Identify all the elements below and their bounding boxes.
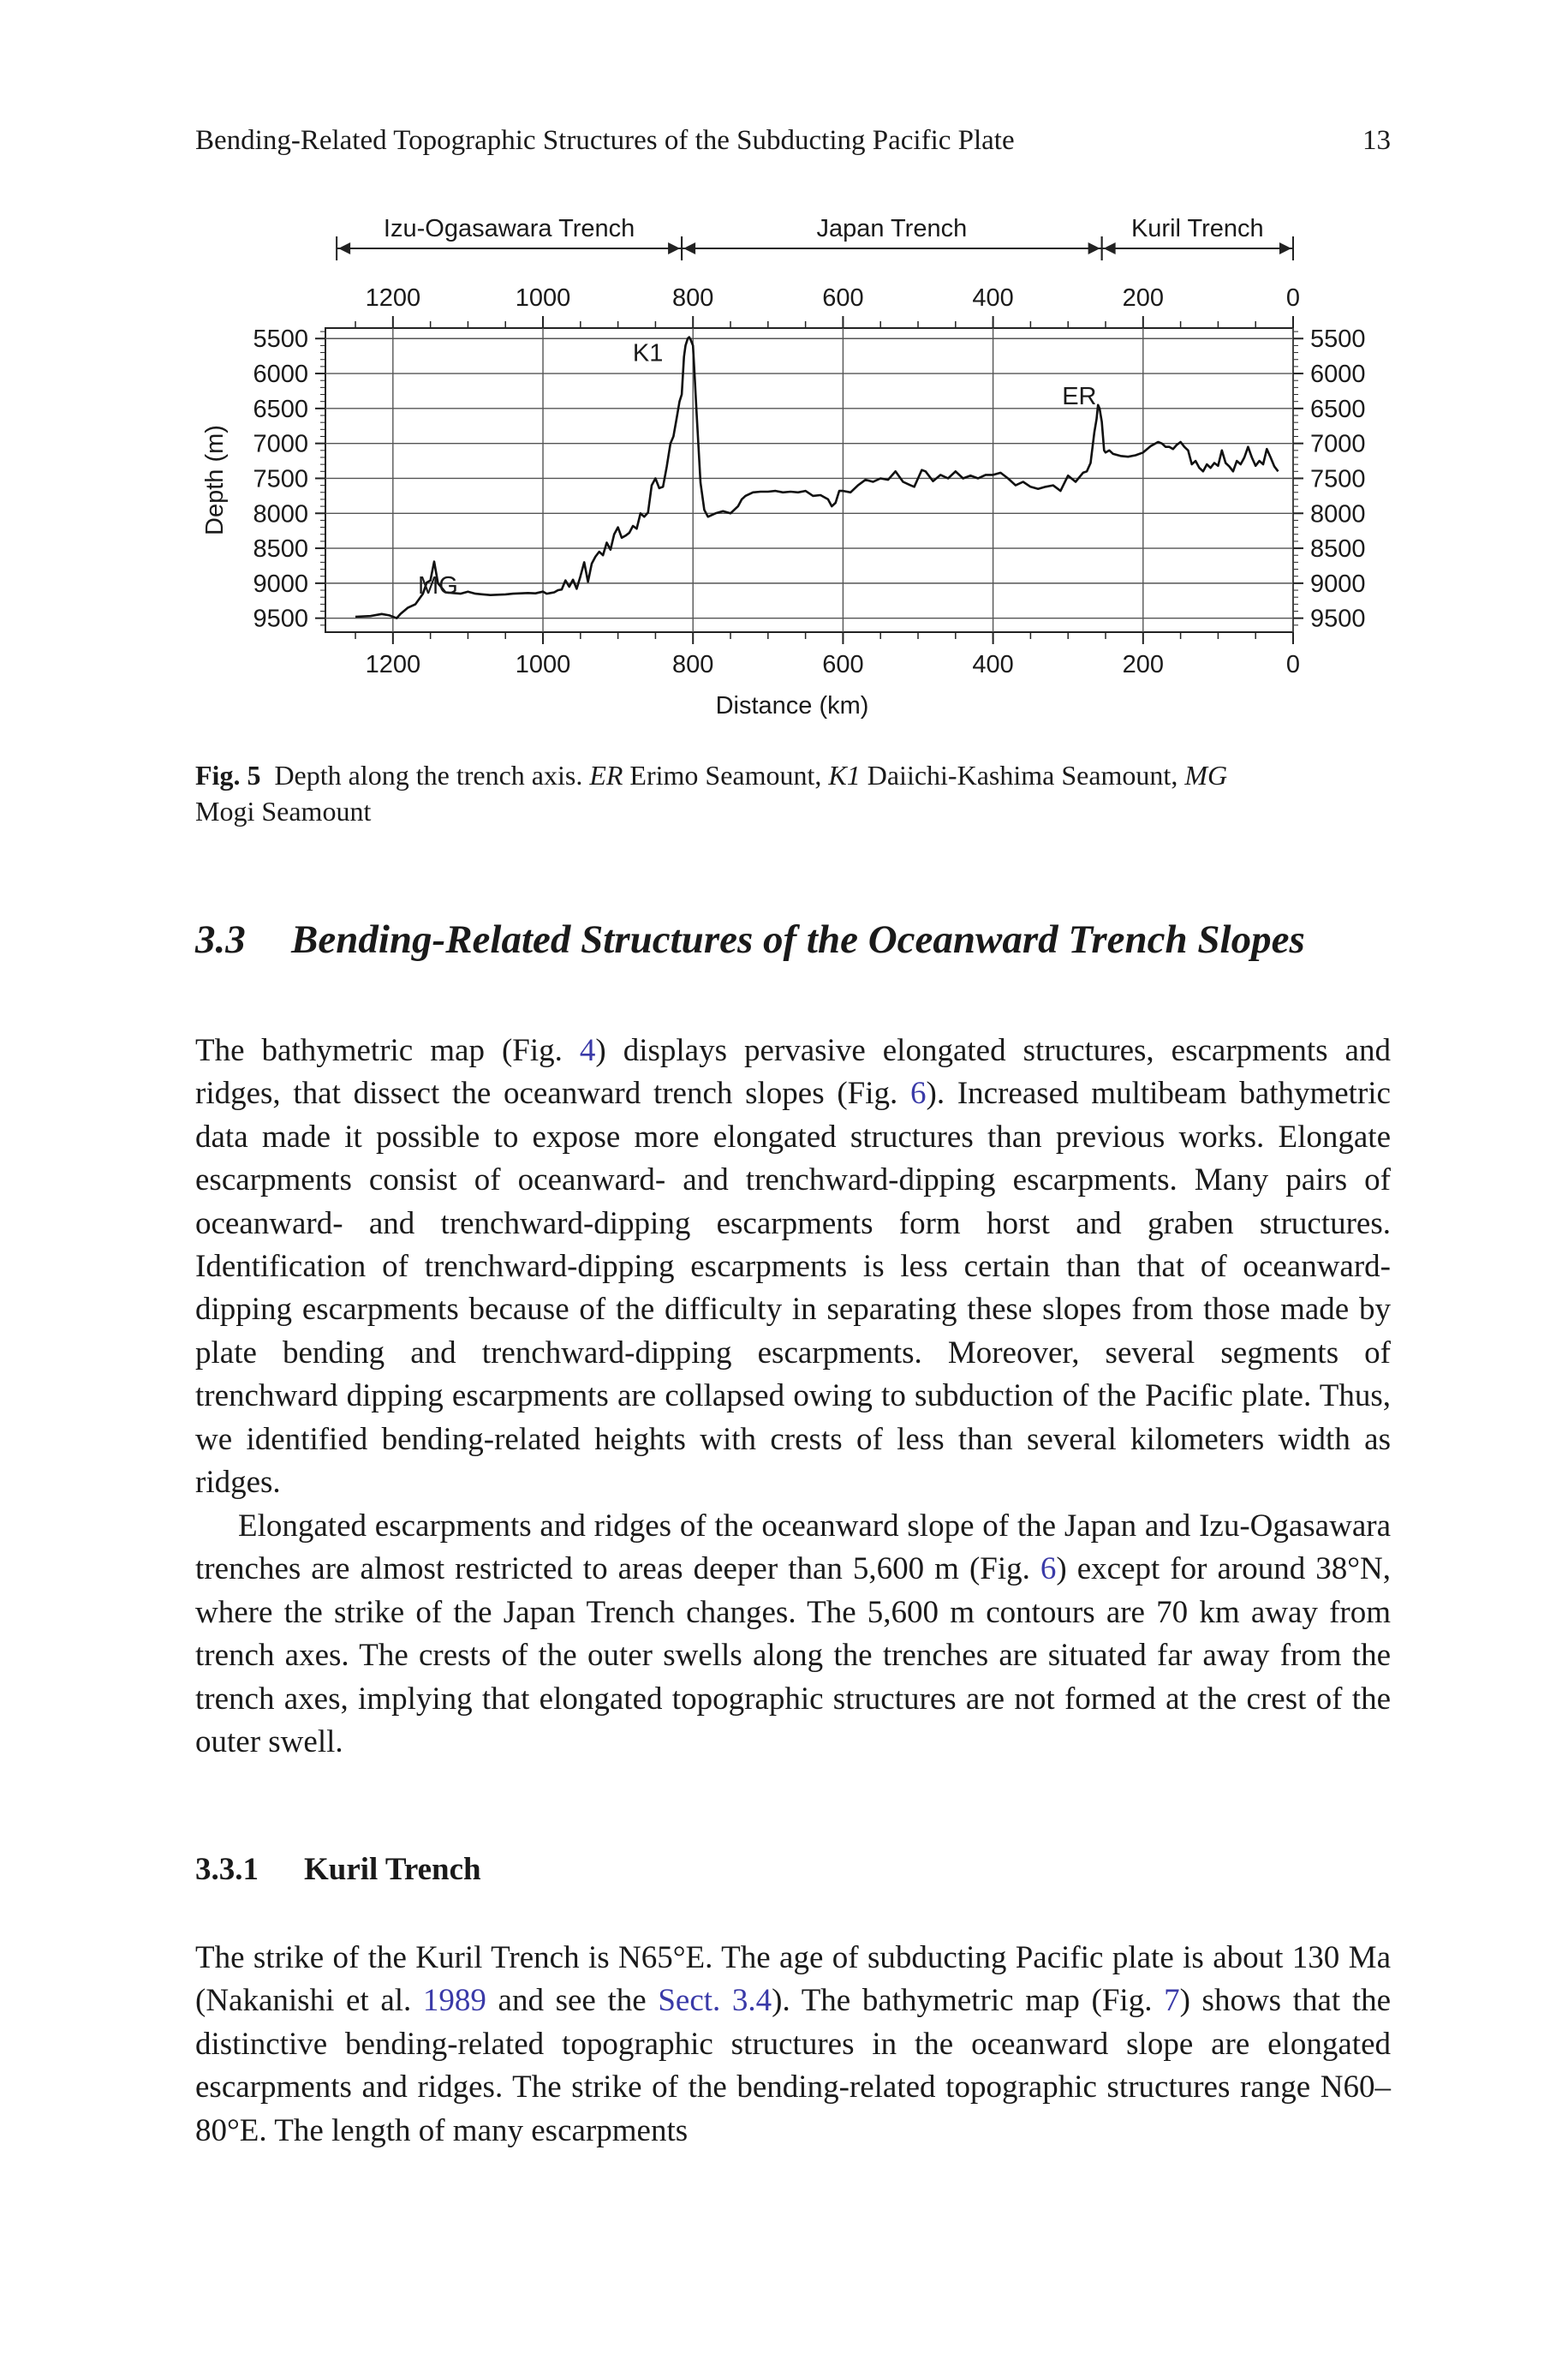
segment-arrow-left — [683, 242, 695, 254]
x-tick-label-top: 1000 — [515, 284, 571, 312]
section-heading — [195, 917, 1411, 963]
segment-label: Japan Trench — [816, 215, 968, 242]
para-2-text-1: Elongated escarpments and ridges of the oceanward slope of the Japan and Izu-Ogasawara trenches are almost restricted to areas deeper than 5,600 m (Fig. — [195, 1508, 1391, 1587]
segment-arrow-left — [1104, 242, 1116, 254]
depth-profile-chart — [171, 195, 1404, 744]
x-tick-label-bottom: 200 — [1122, 651, 1165, 678]
caption-k1-text: Daiichi-Kashima Seamount, — [867, 760, 1178, 791]
y-tick-label-right: 7000 — [1310, 430, 1366, 458]
figure-ref-link[interactable]: 6 — [1040, 1551, 1057, 1587]
x-tick-label-bottom: 1200 — [365, 651, 421, 678]
para-2-text-2: ) except for around 38°N, where the strike of the Japan Trench changes. The 5,600 m contours are 70 km away from trench axes. The crests of the outer swells along the trenches are situated far away from the trench axes, implying that elongated topographic structures are not formed at the crest of the outer swell. — [195, 1551, 1391, 1760]
figure-caption — [195, 757, 1391, 829]
x-tick-label-bottom: 800 — [672, 651, 714, 678]
y-tick-label-left: 7500 — [253, 465, 308, 493]
x-axis-label: Distance (km) — [715, 692, 869, 720]
y-tick-label-left: 8000 — [253, 500, 308, 529]
x-tick-label-top: 800 — [672, 284, 714, 312]
y-tick-label-right: 5500 — [1310, 325, 1366, 354]
caption-text: Depth along the trench axis. — [274, 760, 583, 791]
subsection-number: 3.3.1 — [195, 1852, 259, 1887]
y-tick-label-right: 7500 — [1310, 465, 1366, 493]
running-head-title: Bending-Related Topographic Structures of the Subducting Pacific Plate — [195, 125, 1015, 156]
figure-ref-link[interactable]: 4 — [579, 1033, 596, 1068]
x-tick-label-bottom: 1000 — [515, 651, 571, 678]
x-tick-label-bottom: 0 — [1285, 651, 1301, 678]
citation-link[interactable]: 1989 — [422, 1983, 486, 2019]
y-tick-label-right: 6000 — [1310, 361, 1366, 389]
y-tick-label-left: 7000 — [253, 430, 308, 458]
caption-mg-abbr: MG — [1184, 760, 1228, 791]
segment-label: Izu-Ogasawara Trench — [383, 215, 635, 242]
x-tick-label-top: 0 — [1285, 284, 1301, 312]
para-1-text-3: ). Increased multibeam bathymetric data made it possible to expose more elongated structures than previous works. Elongate escarpments consist of oceanward- and trenchward-dipping escarpments. Many pairs of oceanward- and trenchward-dipping escarpments form horst and graben structures. Identification of trenchward-dipping escarpments is less certain than that of oceanward-dipping escarpments because of the difficulty in separating these slopes from those made by plate bending and trenchward-dipping escarpments. Moreover, several segments of trenchward dipping escarpments are collapsed owing to subduction of the Pacific plate. Thus, we identified bending-related heights with crests of less than several kilometers width as ridges. — [195, 1076, 1391, 1501]
annotation-label: ER — [1062, 382, 1097, 410]
paragraph-2 — [195, 1505, 1391, 1764]
caption-er-abbr: ER — [589, 760, 623, 791]
y-tick-label-right: 8000 — [1310, 500, 1366, 529]
para-3-text-4: ) shows that the distinctive bending-related topographic structures in the oceanward slope are elongated escarpments and ridges. The strike of the bending-related topographic structures range N60–80°E. The length of many escarpments — [195, 1983, 1392, 2148]
segment-arrow-right — [1088, 242, 1100, 254]
figure-5 — [171, 195, 1404, 744]
x-tick-label-bottom: 600 — [822, 651, 864, 678]
x-tick-label-top: 400 — [972, 284, 1014, 312]
para-1-text-1: The bathymetric map (Fig. — [195, 1033, 580, 1068]
y-tick-label-left: 9000 — [253, 570, 308, 598]
paragraph-3 — [195, 1937, 1391, 2153]
section-number: 3.3 — [195, 917, 246, 962]
depth-series-line — [355, 337, 1279, 618]
para-3-text-1: The strike of the Kuril Trench is N65°E. The age of subducting Pacific plate is about 130 Ma (Nakanishi et al. — [195, 1940, 1391, 2019]
caption-mg-text: Mogi Seamount — [195, 796, 372, 827]
section-title: Bending-Related Structures of the Oceanward Trench Slopes — [291, 917, 1305, 962]
y-tick-label-right: 8500 — [1310, 535, 1366, 564]
figure-ref-link[interactable]: 7 — [1164, 1983, 1180, 2019]
x-tick-label-top: 200 — [1122, 284, 1165, 312]
y-tick-label-left: 8500 — [253, 535, 308, 564]
segment-arrow-left — [338, 242, 350, 254]
paragraph-1 — [195, 1030, 1391, 1504]
x-tick-label-top: 1200 — [365, 284, 421, 312]
y-axis-label: Depth (m) — [201, 425, 229, 535]
segment-arrow-right — [1279, 242, 1291, 254]
para-1-text-2: ) displays pervasive elongated structures, escarpments and ridges, that dissect the oceanward trench slopes (Fig. — [195, 1033, 1391, 1112]
y-tick-label-right: 9500 — [1310, 605, 1366, 633]
page-number: 13 — [1362, 125, 1391, 156]
caption-label: Fig. 5 — [195, 760, 261, 791]
x-tick-label-bottom: 400 — [972, 651, 1014, 678]
section-ref-link[interactable]: Sect. 3.4 — [658, 1983, 772, 2019]
x-tick-label-top: 600 — [822, 284, 864, 312]
caption-er-text: Erimo Seamount, — [629, 760, 822, 791]
y-tick-label-left: 9500 — [253, 605, 308, 633]
segment-label: Kuril Trench — [1130, 215, 1264, 242]
y-tick-label-right: 9000 — [1310, 570, 1366, 598]
para-3-text-3: ). The bathymetric map (Fig. — [772, 1983, 1165, 2019]
y-tick-label-right: 6500 — [1310, 395, 1366, 423]
para-3-text-2: and see the — [486, 1983, 659, 2019]
caption-k1-abbr: K1 — [828, 760, 861, 791]
figure-ref-link[interactable]: 6 — [910, 1076, 927, 1112]
y-tick-label-left: 6500 — [253, 395, 308, 423]
subsection-heading — [195, 1851, 481, 1888]
segment-arrow-right — [668, 242, 680, 254]
annotation-label: K1 — [632, 339, 664, 367]
annotation-label: MG — [418, 572, 458, 600]
y-tick-label-left: 6000 — [253, 361, 308, 389]
subsection-title: Kuril Trench — [304, 1852, 481, 1887]
y-tick-label-left: 5500 — [253, 325, 308, 354]
